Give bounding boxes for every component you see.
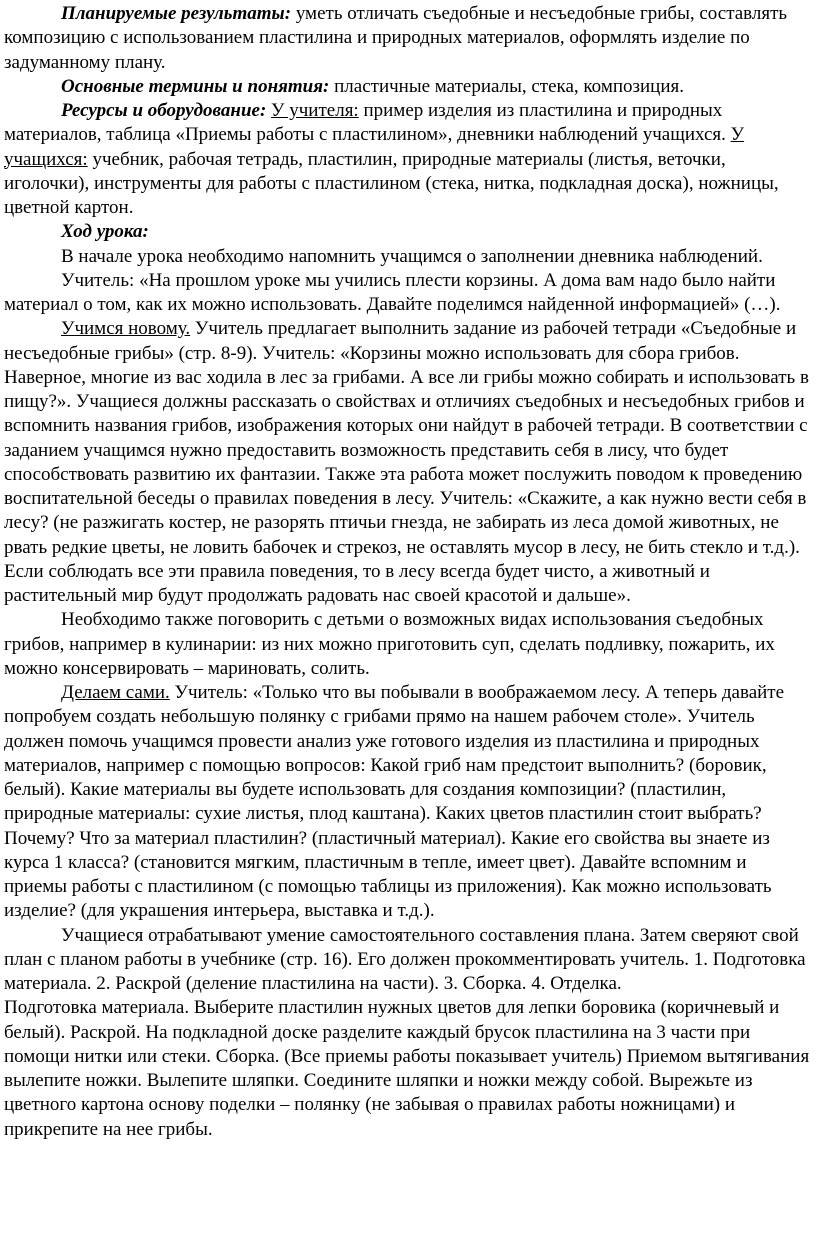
plan-paragraph: Учащиеся отрабатывают умение самостоятельного составления плана. Затем сверяют свой план с планом работы в учебнике (стр. 16). Его должен прокомментировать учитель. 1. Подготовка материала. 2. Раскрой (деление пластилина на части). 3. Сборка. 4. Отделка.: [4, 924, 806, 994]
students-resources-label: У учащихся:: [4, 124, 745, 170]
teacher-intro-paragraph: Учитель: «На прошлом уроке мы учились плести корзины. А дома вам надо было найти материал о том, как их можно использовать. Давайте поделимся найденной информацией» (…).: [4, 269, 781, 315]
teacher-resources-text: пример изделия из пластилина и природных материалов, таблица «Приемы работы с пластилином», дневники наблюдений учащихся.: [4, 100, 731, 146]
lesson-heading: Ход урока:: [61, 221, 149, 243]
doing-label: Делаем сами.: [61, 682, 170, 703]
results-label: Планируемые результаты:: [61, 3, 292, 24]
doing-text: Учитель: «Только что вы побывали в воображаемом лесу. А теперь давайте попробуем создать небольшую полянку с грибами прямо на нашем рабочем столе». Учитель должен помочь учащимся провести анализ уже готового изделия из пластилина и природных материалов, например с помощью вопросов: Какой гриб нам предстоит выполнить? (боровик, белый). Какие материалы вы будете использовать для создания композиции? (пластилин, природные материалы: сухие листья, плод каштана). Каких цветов пластилин стоит выбрать? Почему? Что за материал пластилин? (пластичный материал). Какие его свойства вы знаете из курса 1 класса? (становится мягким, пластичным в тепле, имеет цвет). Давайте вспомним и приемы работы с пластилином (с помощью таблицы из приложения). Как можно использовать изделие? (для украшения интерьера, выставка и т.д.).: [4, 682, 785, 922]
learning-new-label: Учимся новому.: [61, 318, 191, 340]
lesson-heading-paragraph: [4, 220, 812, 244]
resources-label: Ресурсы и оборудование:: [61, 100, 267, 121]
terms-paragraph: [4, 75, 812, 99]
doing-paragraph: [4, 681, 812, 924]
learning-new-paragraph: [4, 317, 812, 608]
teacher-resources-label: У учителя:: [271, 100, 359, 121]
cooking-paragraph: Необходимо также поговорить с детьми о возможных видах использования съедобных грибов, например в кулинарии: из них можно приготовить суп, сделать подливку, пожарить, их можно консервировать – мариновать, солить.: [4, 609, 775, 679]
terms-label: Основные термины и понятия:: [61, 75, 330, 97]
diary-paragraph: В начале урока необходимо напомнить учащимся о заполнении дневника наблюдений.: [61, 245, 763, 267]
resources-paragraph: [4, 99, 812, 220]
students-resources-text: учебник, рабочая тетрадь, пластилин, природные материалы (листья, веточки, иголочки), инструменты для работы с пластилином (стека, нитка, подкладная доска), ножницы, цветной картон.: [4, 148, 779, 218]
results-paragraph: [4, 2, 812, 75]
steps-paragraph: Подготовка материала. Выберите пластилин нужных цветов для лепки боровика (коричневый и белый). Раскрой. На подкладной доске разделите каждый брусок пластилина на 3 части при помощи нитки или стеки. Сборка. (Все приемы работы показывает учитель) Приемом вытягивания вылепите ножки. Вылепите шляпки. Соедините шляпки и ножки между собой. Вырежьте из цветного картона основу поделки – полянку (не забывая о правилах работы ножницами) и прикрепите на нее грибы.: [4, 997, 810, 1140]
learning-new-text: Учитель предлагает выполнить задание из рабочей тетради «Съедобные и несъедобные грибы» (стр. 8-9). Учитель: «Корзины можно использовать для сбора грибов. Наверное, многие из вас ходила в лес за грибами. А все ли грибы можно собирать и использовать в пищу?». Учащиеся должны рассказать о свойствах и отличиях съедобных и несъедобных грибов и вспомнить названия грибов, изображения которых они найдут в рабочей тетради. В соответствии с заданием учащимся нужно предоставить возможность представить себя в лису, что будет способствовать развитию их фантазии. Также эта работа может послужить поводом к проведению воспитательной беседы о правилах поведения в лесу. Учитель: «Скажите, а как нужно вести себя в лесу? (не разжигать костер, не разорять птичьи гнезда, не забирать из леса домой животных, не рвать редкие цветы, не ловить бабочек и стрекоз, не оставлять мусор в лесу, не бить стекло и т.д.). Если соблюдать все эти правила поведения, то в лесу всегда будет чисто, а животный и растительный мир будут продолжать радовать нас своей красотой и дальше».: [4, 318, 809, 606]
results-text: уметь отличать съедобные и несъедобные грибы, составлять композицию с использованием пластилина и природных материалов, оформлять изделие по задуманному плану.: [4, 3, 788, 73]
terms-text: пластичные материалы, стека, композиция.: [329, 75, 685, 97]
